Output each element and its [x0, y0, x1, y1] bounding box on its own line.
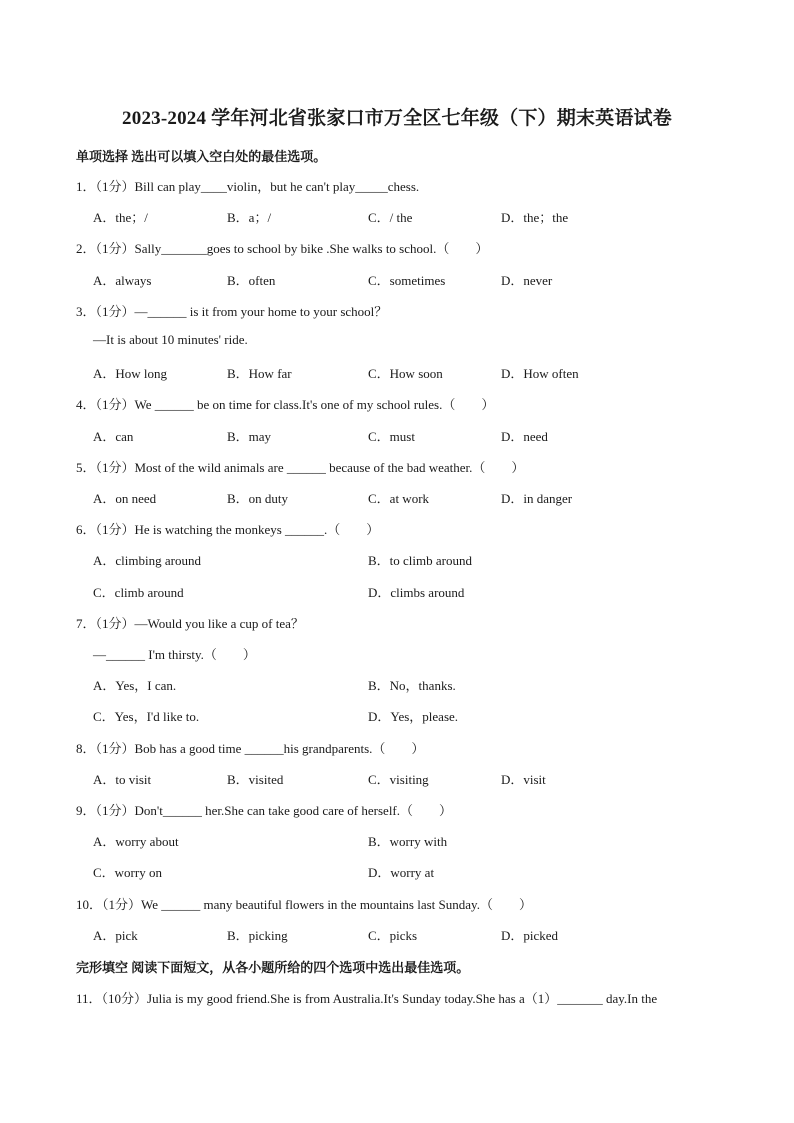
q1-option-d: D．the；the: [501, 210, 569, 225]
q7-option-b: B．No，thanks.: [368, 678, 456, 693]
q10-option-c: C．picks: [368, 928, 418, 943]
q10-option-a: A．pick: [93, 928, 138, 943]
q9-option-b: B．worry with: [368, 834, 448, 849]
q2-option-c: C．sometimes: [368, 273, 446, 288]
q4-option-d: D．need: [501, 429, 548, 444]
q7-option-c: C．Yes，I'd like to.: [93, 709, 200, 724]
question-2: 2．（1分）Sally_______goes to school by bike .She walks to school.（ ）: [76, 241, 489, 256]
question-3-response: —It is about 10 minutes' ride.: [93, 332, 248, 347]
question-5: 5．（1分）Most of the wild animals are ______ because of the bad weather.（ ）: [76, 460, 525, 475]
q5-option-c: C．at work: [368, 491, 430, 506]
q6-option-a: A．climbing around: [93, 553, 201, 568]
question-3: 3．（1分）—______ is it from your home to your school？: [76, 304, 388, 319]
question-9: 9．（1分）Don't______ her.She can take good care of herself.（ ）: [76, 803, 453, 818]
q8-option-d: D．visit: [501, 772, 546, 787]
q1-option-a: A．the；/: [93, 210, 148, 225]
q4-option-c: C．must: [368, 429, 415, 444]
q10-option-d: D．picked: [501, 928, 559, 943]
q8-option-b: B．visited: [227, 772, 284, 787]
q7-option-a: A．Yes，I can.: [93, 678, 177, 693]
q3-option-c: C．How soon: [368, 366, 443, 381]
question-1: 1．（1分）Bill can play____violin，but he can't play_____chess.: [76, 179, 420, 194]
q4-option-b: B．may: [227, 429, 272, 444]
q6-option-c: C．climb around: [93, 585, 184, 600]
q3-option-d: D．How often: [501, 366, 579, 381]
q8-option-a: A．to visit: [93, 772, 152, 787]
q4-option-a: A．can: [93, 429, 134, 444]
q9-option-a: A．worry about: [93, 834, 179, 849]
section-heading-single-choice: 单项选择 选出可以填入空白处的最佳选项。: [76, 149, 327, 164]
q2-option-a: A．always: [93, 273, 152, 288]
section-heading-cloze: 完形填空 阅读下面短文，从各小题所给的四个选项中选出最佳选项。: [76, 960, 470, 975]
q8-option-c: C．visiting: [368, 772, 429, 787]
q7-option-d: D．Yes，please.: [368, 709, 459, 724]
q2-option-b: B．often: [227, 273, 276, 288]
q2-option-d: D．never: [501, 273, 553, 288]
question-6: 6．（1分）He is watching the monkeys ______.（ ）: [76, 522, 380, 537]
q5-option-a: A．on need: [93, 491, 157, 506]
q9-option-c: C．worry on: [93, 865, 162, 880]
question-7: 7．（1分）—Would you like a cup of tea？: [76, 616, 304, 631]
q1-option-c: C．/ the: [368, 210, 413, 225]
question-7-response: —______ I'm thirsty.（ ）: [93, 647, 256, 662]
q10-option-b: B．picking: [227, 928, 288, 943]
q6-option-b: B．to climb around: [368, 553, 472, 568]
q9-option-d: D．worry at: [368, 865, 435, 880]
question-10: 10．（1分）We ______ many beautiful flowers in the mountains last Sunday.（ ）: [76, 897, 532, 912]
question-4: 4．（1分）We ______ be on time for class.It's one of my school rules.（ ）: [76, 397, 495, 412]
question-8: 8．（1分）Bob has a good time ______his grandparents.（ ）: [76, 741, 425, 756]
q5-option-b: B．on duty: [227, 491, 289, 506]
q3-option-a: A．How long: [93, 366, 168, 381]
q3-option-b: B．How far: [227, 366, 292, 381]
q6-option-d: D．climbs around: [368, 585, 465, 600]
q5-option-d: D．in danger: [501, 491, 573, 506]
q1-option-b: B．a；/: [227, 210, 272, 225]
page-title: 2023-2024 学年河北省张家口市万全区七年级（下）期末英语试卷: [122, 108, 672, 129]
question-11: 11．（10分）Julia is my good friend.She is from Australia.It's Sunday today.She has a（1）_______ day.In the: [76, 991, 658, 1006]
